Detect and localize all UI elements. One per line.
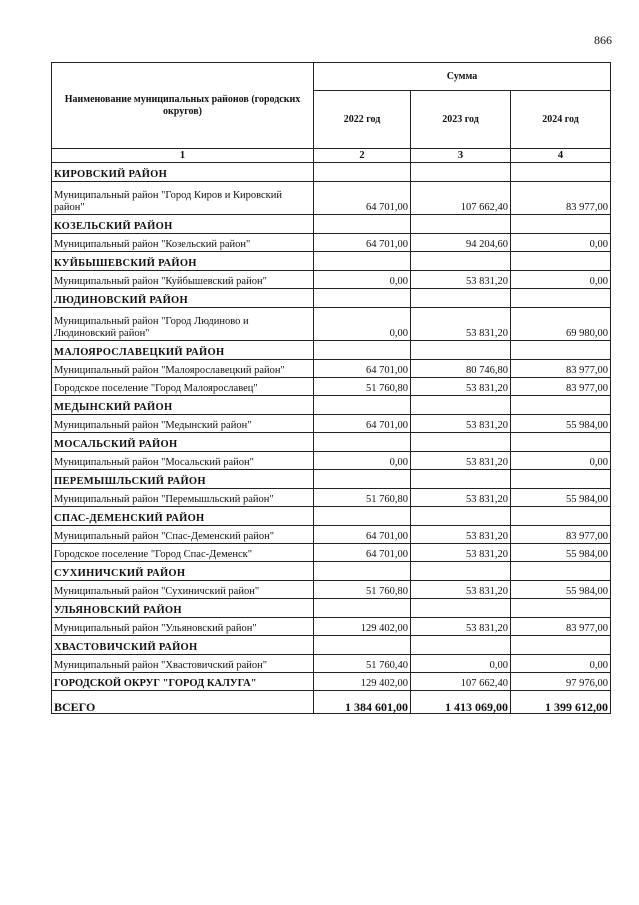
value-2023: 53 831,20 bbox=[411, 544, 511, 562]
value-2023: 107 662,40 bbox=[411, 182, 511, 215]
value-2024: 83 977,00 bbox=[511, 378, 611, 396]
table-row bbox=[52, 489, 611, 507]
value-2024: 83 977,00 bbox=[511, 526, 611, 544]
district-row bbox=[52, 252, 611, 271]
empty-cell bbox=[314, 252, 411, 271]
district-name: МОСАЛЬСКИЙ РАЙОН bbox=[52, 433, 314, 452]
header-year-2024: 2024 год bbox=[511, 91, 611, 149]
empty-cell bbox=[314, 341, 411, 360]
value-2022: 51 760,40 bbox=[314, 655, 411, 673]
empty-cell bbox=[411, 562, 511, 581]
table-row bbox=[52, 360, 611, 378]
municipality-name: Муниципальный район "Хвастовичский район" bbox=[52, 655, 314, 673]
district-name: МЕДЫНСКИЙ РАЙОН bbox=[52, 396, 314, 415]
value-2022: 64 701,00 bbox=[314, 415, 411, 433]
empty-cell bbox=[411, 396, 511, 415]
table-row bbox=[52, 415, 611, 433]
value-2022: 129 402,00 bbox=[314, 673, 411, 691]
empty-cell bbox=[511, 433, 611, 452]
value-2024: 0,00 bbox=[511, 234, 611, 252]
budget-table bbox=[51, 62, 611, 714]
empty-cell bbox=[511, 636, 611, 655]
value-2023: 53 831,20 bbox=[411, 489, 511, 507]
empty-cell bbox=[411, 433, 511, 452]
empty-cell bbox=[511, 289, 611, 308]
value-2022: 64 701,00 bbox=[314, 526, 411, 544]
value-2023: 53 831,20 bbox=[411, 271, 511, 289]
empty-cell bbox=[411, 215, 511, 234]
district-row bbox=[52, 470, 611, 489]
municipality-name: Муниципальный район "Спас-Деменский район" bbox=[52, 526, 314, 544]
district-name: КУЙБЫШЕВСКИЙ РАЙОН bbox=[52, 252, 314, 271]
value-2023: 53 831,20 bbox=[411, 308, 511, 341]
table-row bbox=[52, 378, 611, 396]
empty-cell bbox=[411, 341, 511, 360]
value-2022: 129 402,00 bbox=[314, 618, 411, 636]
empty-cell bbox=[314, 396, 411, 415]
district-name: ЛЮДИНОВСКИЙ РАЙОН bbox=[52, 289, 314, 308]
municipality-name: Муниципальный район "Козельский район" bbox=[52, 234, 314, 252]
empty-cell bbox=[411, 636, 511, 655]
municipality-name: Муниципальный район "Ульяновский район" bbox=[52, 618, 314, 636]
value-2023: 80 746,80 bbox=[411, 360, 511, 378]
empty-cell bbox=[314, 562, 411, 581]
column-number: 2 bbox=[314, 149, 411, 163]
value-2023: 94 204,60 bbox=[411, 234, 511, 252]
empty-cell bbox=[511, 215, 611, 234]
empty-cell bbox=[314, 215, 411, 234]
value-2024: 97 976,00 bbox=[511, 673, 611, 691]
value-2023: 53 831,20 bbox=[411, 452, 511, 470]
district-row bbox=[52, 163, 611, 182]
table-row bbox=[52, 182, 611, 215]
column-number: 1 bbox=[52, 149, 314, 163]
district-row bbox=[52, 636, 611, 655]
empty-cell bbox=[314, 433, 411, 452]
empty-cell bbox=[314, 636, 411, 655]
value-2022: 0,00 bbox=[314, 271, 411, 289]
value-2023: 107 662,40 bbox=[411, 673, 511, 691]
value-2023: 0,00 bbox=[411, 655, 511, 673]
empty-cell bbox=[411, 599, 511, 618]
municipality-name: ГОРОДСКОЙ ОКРУГ "ГОРОД КАЛУГА" bbox=[52, 673, 314, 691]
value-2023: 1 413 069,00 bbox=[411, 691, 511, 714]
district-name: ПЕРЕМЫШЛЬСКИЙ РАЙОН bbox=[52, 470, 314, 489]
value-2023: 53 831,20 bbox=[411, 618, 511, 636]
empty-cell bbox=[411, 252, 511, 271]
empty-cell bbox=[411, 507, 511, 526]
city-row bbox=[52, 673, 611, 691]
empty-cell bbox=[511, 163, 611, 182]
empty-cell bbox=[511, 470, 611, 489]
empty-cell bbox=[511, 599, 611, 618]
value-2024: 1 399 612,00 bbox=[511, 691, 611, 714]
column-number: 3 bbox=[411, 149, 511, 163]
value-2023: 53 831,20 bbox=[411, 378, 511, 396]
district-row bbox=[52, 289, 611, 308]
table-row bbox=[52, 234, 611, 252]
table-row bbox=[52, 308, 611, 341]
empty-cell bbox=[314, 289, 411, 308]
district-name: ХВАСТОВИЧСКИЙ РАЙОН bbox=[52, 636, 314, 655]
column-number: 4 bbox=[511, 149, 611, 163]
value-2024: 55 984,00 bbox=[511, 489, 611, 507]
empty-cell bbox=[411, 289, 511, 308]
value-2024: 0,00 bbox=[511, 271, 611, 289]
table-row bbox=[52, 618, 611, 636]
empty-cell bbox=[411, 163, 511, 182]
empty-cell bbox=[511, 252, 611, 271]
table-row bbox=[52, 655, 611, 673]
table-row bbox=[52, 544, 611, 562]
municipality-name: Муниципальный район "Малоярославецкий район" bbox=[52, 360, 314, 378]
district-row bbox=[52, 396, 611, 415]
empty-cell bbox=[314, 599, 411, 618]
empty-cell bbox=[411, 470, 511, 489]
municipality-name: Городское поселение "Город Спас-Деменск" bbox=[52, 544, 314, 562]
value-2024: 83 977,00 bbox=[511, 182, 611, 215]
page-number: 866 bbox=[594, 33, 612, 47]
district-row bbox=[52, 215, 611, 234]
district-row bbox=[52, 507, 611, 526]
value-2022: 1 384 601,00 bbox=[314, 691, 411, 714]
empty-cell bbox=[511, 341, 611, 360]
table-row bbox=[52, 271, 611, 289]
header-sum: Сумма bbox=[314, 63, 611, 91]
empty-cell bbox=[511, 396, 611, 415]
value-2024: 83 977,00 bbox=[511, 360, 611, 378]
value-2024: 0,00 bbox=[511, 452, 611, 470]
value-2023: 53 831,20 bbox=[411, 581, 511, 599]
municipality-name: Муниципальный район "Куйбышевский район" bbox=[52, 271, 314, 289]
value-2022: 51 760,80 bbox=[314, 378, 411, 396]
empty-cell bbox=[314, 507, 411, 526]
value-2023: 53 831,20 bbox=[411, 526, 511, 544]
district-row bbox=[52, 599, 611, 618]
value-2022: 51 760,80 bbox=[314, 489, 411, 507]
empty-cell bbox=[511, 507, 611, 526]
municipality-name: Городское поселение "Город Малоярославец" bbox=[52, 378, 314, 396]
district-name: КИРОВСКИЙ РАЙОН bbox=[52, 163, 314, 182]
municipality-name: Муниципальный район "Перемышльский район" bbox=[52, 489, 314, 507]
value-2022: 64 701,00 bbox=[314, 544, 411, 562]
header-row-top bbox=[52, 63, 611, 91]
table-row bbox=[52, 526, 611, 544]
value-2022: 0,00 bbox=[314, 308, 411, 341]
value-2024: 0,00 bbox=[511, 655, 611, 673]
district-name: СУХИНИЧСКИЙ РАЙОН bbox=[52, 562, 314, 581]
value-2022: 51 760,80 bbox=[314, 581, 411, 599]
value-2024: 55 984,00 bbox=[511, 415, 611, 433]
empty-cell bbox=[314, 470, 411, 489]
empty-cell bbox=[511, 562, 611, 581]
header-year-2022: 2022 год bbox=[314, 91, 411, 149]
municipality-name: Муниципальный район "Город Киров и Кировский район" bbox=[52, 182, 314, 215]
municipality-name: Муниципальный район "Мосальский район" bbox=[52, 452, 314, 470]
table-row bbox=[52, 452, 611, 470]
value-2022: 64 701,00 bbox=[314, 182, 411, 215]
municipality-name: Муниципальный район "Город Людиново и Людиновский район" bbox=[52, 308, 314, 341]
value-2022: 64 701,00 bbox=[314, 234, 411, 252]
column-numbers-row bbox=[52, 149, 611, 163]
value-2023: 53 831,20 bbox=[411, 415, 511, 433]
total-row bbox=[52, 691, 611, 714]
value-2024: 83 977,00 bbox=[511, 618, 611, 636]
header-name-col: Наименование муниципальных районов (городских округов) bbox=[52, 63, 314, 149]
district-name: КОЗЕЛЬСКИЙ РАЙОН bbox=[52, 215, 314, 234]
empty-cell bbox=[314, 163, 411, 182]
total-label: ВСЕГО bbox=[52, 691, 314, 714]
district-name: СПАС-ДЕМЕНСКИЙ РАЙОН bbox=[52, 507, 314, 526]
value-2022: 64 701,00 bbox=[314, 360, 411, 378]
district-name: УЛЬЯНОВСКИЙ РАЙОН bbox=[52, 599, 314, 618]
header-year-2023: 2023 год bbox=[411, 91, 511, 149]
district-row bbox=[52, 341, 611, 360]
district-row bbox=[52, 433, 611, 452]
value-2024: 55 984,00 bbox=[511, 581, 611, 599]
value-2024: 69 980,00 bbox=[511, 308, 611, 341]
district-name: МАЛОЯРОСЛАВЕЦКИЙ РАЙОН bbox=[52, 341, 314, 360]
table-row bbox=[52, 581, 611, 599]
municipality-name: Муниципальный район "Сухиничский район" bbox=[52, 581, 314, 599]
value-2024: 55 984,00 bbox=[511, 544, 611, 562]
value-2022: 0,00 bbox=[314, 452, 411, 470]
municipality-name: Муниципальный район "Медынский район" bbox=[52, 415, 314, 433]
district-row bbox=[52, 562, 611, 581]
